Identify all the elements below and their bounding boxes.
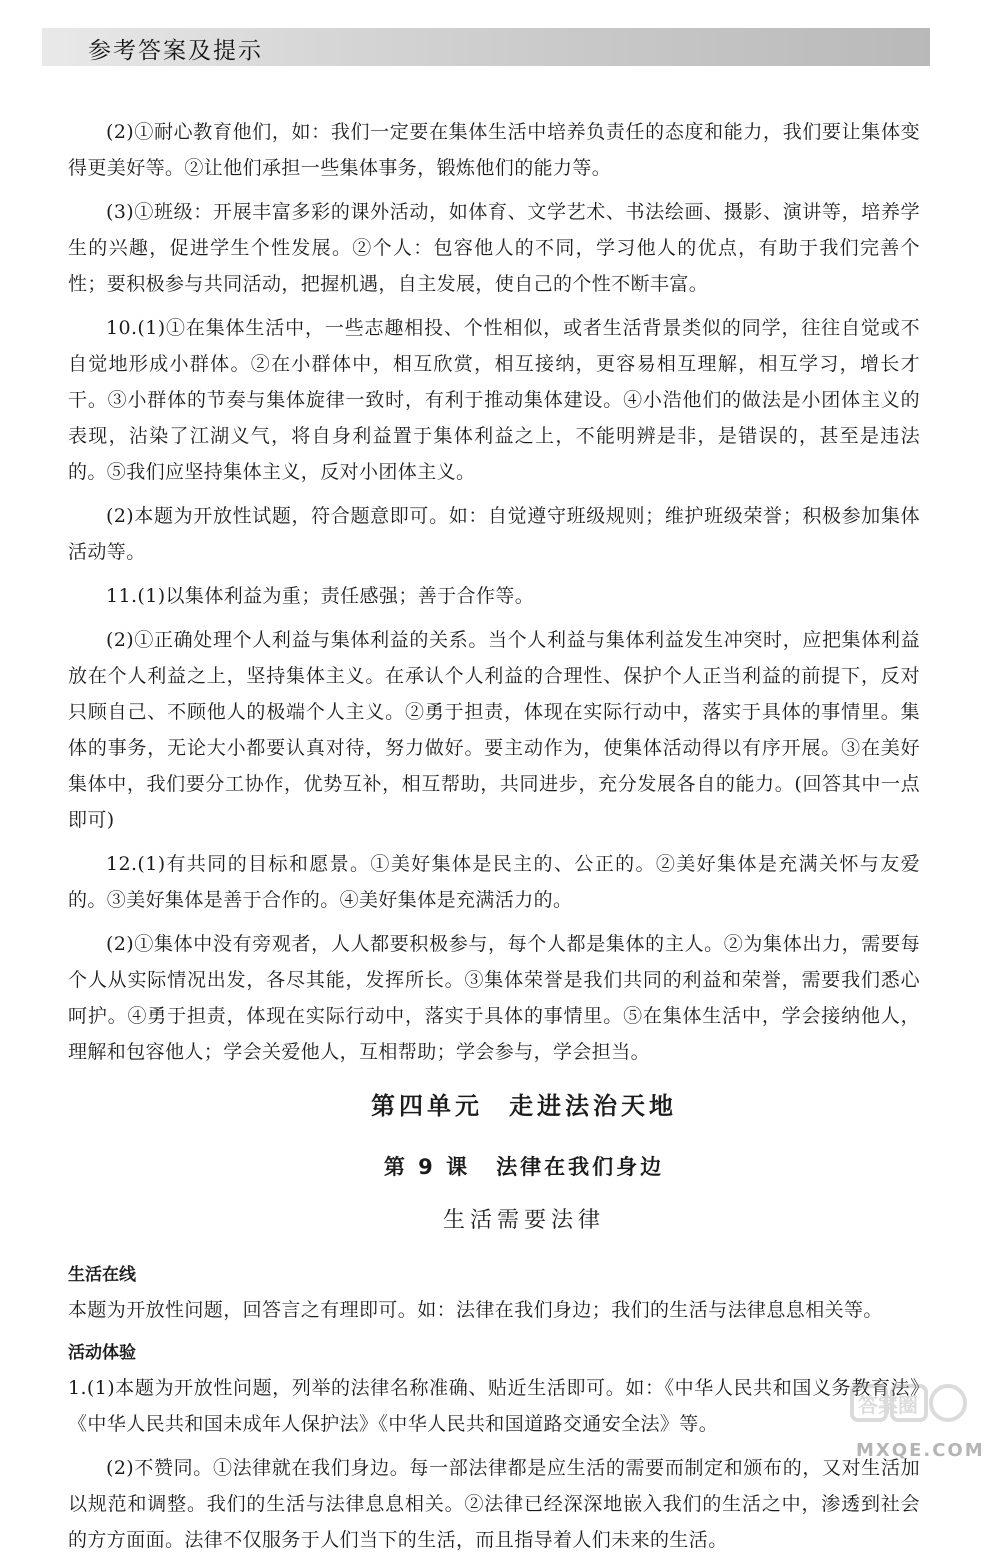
answer-paragraph: 11.(1)以集体利益为重；责任感强；善于合作等。	[106, 585, 535, 607]
life-online-text: 本题为开放性问题，回答言之有理即可。如：法律在我们身边；我们的生活与法律息息相关等。	[68, 1299, 883, 1321]
answer-paragraph: 10.(1)①在集体生活中，一些志趣相投、个性相似，或者生活背景类似的同学，往往自觉或不自觉地形成小群体。②在小群体中，相互欣赏，相互接纳，更容易相互理解，相互学习，增长才干。③小群体的节奏与集体旋律一致时，有利于推动集体建设。④小浩他们的做法是小团体主义的表现，沾染了江湖义气，将自身利益置于集体利益之上，不能明辨是非，是错误的，甚至是违法的。⑤我们应坚持集体主义，反对小团体主义。	[68, 317, 920, 483]
answer-paragraph: (2)本题为开放性试题，符合题意即可。如：自觉遵守班级规则；维护班级荣誉；积极参加集体活动等。	[68, 505, 920, 563]
answer-paragraph: (2)①集体中没有旁观者，人人都要积极参与，每个人都是集体的主人。②为集体出力，需要每个人从实际情况出发，各尽其能，发挥所长。③集体荣誉是我们共同的利益和荣誉，需要我们悉心呵护。④勇于担责，体现在实际行动中，落实于具体的事情里。⑤在集体生活中，学会接纳他人，理解和包容他人；学会关爱他人，互相帮助；学会参与，学会担当。	[68, 933, 920, 1063]
answer-content	[68, 114, 920, 1566]
lesson-title	[68, 1151, 920, 1181]
life-online-heading: 生活在线	[68, 1265, 136, 1285]
page-header-title: 参考答案及提示	[88, 38, 263, 64]
watermark-text: MXQE.COM	[856, 1440, 985, 1461]
activity-paragraph: (2)不赞同。①法律就在我们身边。每一部法律都是应生活的需要而制定和颁布的，又对生活加以规范和调整。我们的生活与法律息息相关。②法律已经深深地嵌入我们的生活之中，渗透到社会的方方面面。法律不仅服务于人们当下的生活，而且指导着人们未来的生活。	[68, 1457, 920, 1551]
watermark-logo-char: 答案圈	[858, 1393, 918, 1417]
answer-paragraph: (2)①耐心教育他们，如：我们一定要在集体生活中培养负责任的态度和能力，我们要让集体变得更美好等。②让他们承担一些集体事务，锻炼他们的能力等。	[68, 121, 920, 179]
activity-paragraph: 1.(1)本题为开放性问题，列举的法律名称准确、贴近生活即可。如：《中华人民共和国义务教育法》《中华人民共和国未成年人保护法》《中华人民共和国道路交通安全法》等。	[68, 1377, 920, 1435]
answer-paragraph: (2)①正确处理个人利益与集体利益的关系。当个人利益与集体利益发生冲突时，应把集体利益放在个人利益之上，坚持集体主义。在承认个人利益的合理性、保护个人正当利益的前提下，反对只顾自己、不顾他人的极端个人主义。②勇于担责，体现在实际行动中，落实于具体的事情里。集体的事务，无论大小都要认真对待，努力做好。要主动作为，使集体活动得以有序开展。③在美好集体中，我们要分工协作，优势互补，相互帮助，共同进步，充分发展各自的能力。(回答其中一点即可)	[68, 629, 920, 831]
lesson-name: 法律在我们身边	[496, 1155, 665, 1179]
lesson-number: 第 9 课	[383, 1155, 471, 1179]
answer-paragraph: (3)①班级：开展丰富多彩的课外活动，如体育、文学艺术、书法绘画、摄影、演讲等，培养学生的兴趣，促进学生个性发展。②个人：包容他人的不同，学习他人的优点，有助于我们完善个性；要积极参与共同活动，把握机遇，自主发展，使自己的个性不断丰富。	[68, 201, 920, 295]
answer-paragraph: 12.(1)有共同的目标和愿景。①美好集体是民主的、公正的。②美好集体是充满关怀与友爱的。③美好集体是善于合作的。④美好集体是充满活力的。	[68, 853, 920, 911]
activity-heading: 活动体验	[68, 1343, 136, 1363]
unit-number: 第四单元	[371, 1092, 483, 1120]
unit-name: 走进法治天地	[509, 1092, 677, 1120]
unit-title	[68, 1086, 920, 1121]
section-title: 生活需要法律	[442, 1208, 605, 1233]
